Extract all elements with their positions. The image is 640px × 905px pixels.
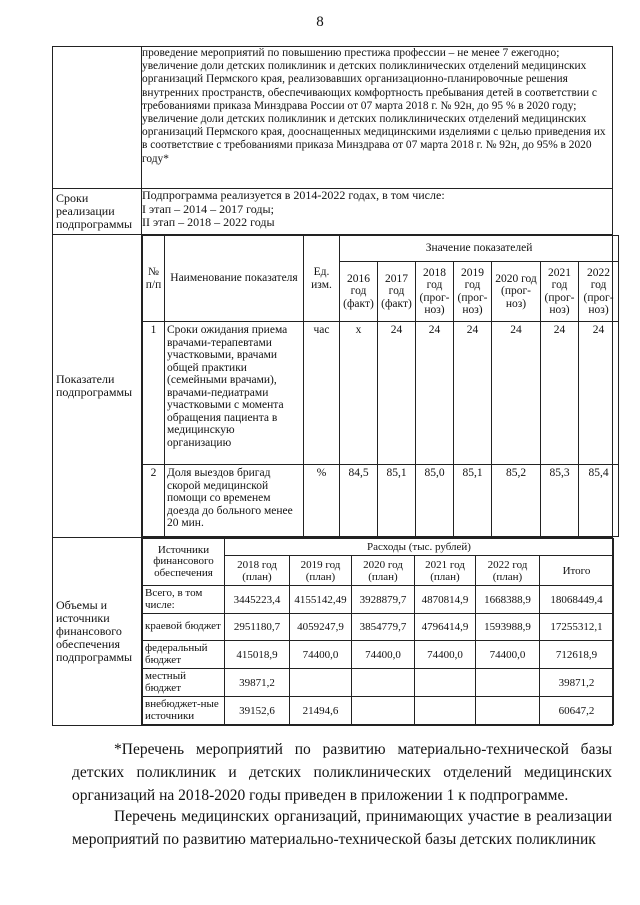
table-row <box>143 586 614 614</box>
finance-cell <box>142 538 613 726</box>
row-name: Доля выездов бригад скорой медицинской помощи со временем доезда до больного менее 20 мин. <box>165 465 304 537</box>
amount-total: 39871,2 <box>540 669 614 697</box>
body-paragraph-block <box>72 805 612 851</box>
amount-total: 712618,9 <box>540 641 614 669</box>
terms-line: II этап – 2018 – 2022 годы <box>142 215 275 229</box>
amount: 74400,0 <box>290 641 352 669</box>
num-header: № п/п <box>143 236 165 322</box>
row-value: 85,4 <box>579 465 619 537</box>
amount: 3854779,7 <box>352 614 415 641</box>
footnote-block <box>72 738 612 807</box>
amount: 4796414,9 <box>415 614 476 641</box>
row-unit: час <box>304 322 340 465</box>
target-line: увеличение доли детских поликлиник и детских поликлинических отделений медицинских организаций Пермского края, дооснащенных медицинскими изделиями с целью приведения их в соответствие с требованиями приказа Минздрава от 07 марта 2018 г. № 92н, до 95% в 2020 году* <box>142 113 606 165</box>
amount <box>352 697 415 725</box>
amount: 3928879,7 <box>352 586 415 614</box>
amount <box>476 697 540 725</box>
amount <box>415 669 476 697</box>
unit-header: Ед. изм. <box>304 236 340 322</box>
amount: 39152,6 <box>225 697 290 725</box>
amount: 39871,2 <box>225 669 290 697</box>
row-value: 24 <box>454 322 492 465</box>
footnote: *Перечень мероприятий по развитию материально-технической базы детских поликлиник и детских поликлинических отделений медицинских организаций на 2018-2020 годы приведен в приложении 1 к подпрограмме. <box>72 741 612 804</box>
terms-line: Подпрограмма реализуется в 2014-2022 годах, в том числе: <box>142 188 445 202</box>
total-header: Итого <box>540 556 614 586</box>
targets-label-cell <box>53 47 142 189</box>
year-header: 2021 год (план) <box>415 556 476 586</box>
row-value: 85,3 <box>541 465 579 537</box>
amount: 74400,0 <box>476 641 540 669</box>
table-row <box>143 614 614 641</box>
year-header: 2022 год (прог-ноз) <box>579 262 619 322</box>
indicators-cell <box>142 235 613 538</box>
body-paragraph: Перечень медицинских организаций, принимающих участие в реализации мероприятий по развитию материально-технической базы детских поликлиник <box>72 808 612 848</box>
finance-row <box>53 538 613 726</box>
indicators-label: Показатели подпрограммы <box>53 235 142 538</box>
year-header: 2022 год (план) <box>476 556 540 586</box>
year-header: 2019 год (план) <box>290 556 352 586</box>
year-header: 2020 год (план) <box>352 556 415 586</box>
table-row <box>143 697 614 725</box>
year-header: 2018 год (прог-ноз) <box>416 262 454 322</box>
row-value: 24 <box>492 322 541 465</box>
amount <box>415 697 476 725</box>
row-unit: % <box>304 465 340 537</box>
amount: 1593988,9 <box>476 614 540 641</box>
source-name: внебюджет-ные источники <box>143 697 225 725</box>
row-value: 24 <box>579 322 619 465</box>
table-row <box>143 322 619 465</box>
amount: 74400,0 <box>352 641 415 669</box>
row-value: 85,0 <box>416 465 454 537</box>
amount: 3445223,4 <box>225 586 290 614</box>
indicators-table <box>142 235 619 537</box>
row-value: 24 <box>541 322 579 465</box>
table-row <box>143 641 614 669</box>
row-value: 24 <box>378 322 416 465</box>
amount: 4870814,9 <box>415 586 476 614</box>
row-num: 2 <box>143 465 165 537</box>
amount: 1668388,9 <box>476 586 540 614</box>
amount-total: 18068449,4 <box>540 586 614 614</box>
table-row <box>143 669 614 697</box>
year-header: 2019 год (прог-ноз) <box>454 262 492 322</box>
finance-label: Объемы и источники финансового обеспечения подпрограммы <box>53 538 142 726</box>
year-header: 2021 год (прог-ноз) <box>541 262 579 322</box>
source-name: Всего, в том числе: <box>143 586 225 614</box>
row-value: 24 <box>416 322 454 465</box>
page-number: 8 <box>316 14 324 30</box>
source-header: Источники финансового обеспечения <box>143 539 225 586</box>
amount <box>476 669 540 697</box>
amount: 21494,6 <box>290 697 352 725</box>
amount: 4059247,9 <box>290 614 352 641</box>
amount-total: 60647,2 <box>540 697 614 725</box>
name-header: Наименование показателя <box>165 236 304 322</box>
target-line: проведение мероприятий по повышению престижа профессии – не менее 7 ежегодно; <box>142 47 560 59</box>
terms-line: I этап – 2014 – 2017 годы; <box>142 201 274 216</box>
finance-table <box>142 538 614 725</box>
indicators-row <box>53 235 613 538</box>
row-value: 85,1 <box>454 465 492 537</box>
targets-text <box>142 47 613 189</box>
year-header: 2016 год (факт) <box>340 262 378 322</box>
amount <box>290 669 352 697</box>
year-header: 2020 год (прог-ноз) <box>492 262 541 322</box>
amount: 2951180,7 <box>225 614 290 641</box>
row-name: Сроки ожидания приема врачами-терапевтами участковыми, врачами общей практики (семейными врачами), врачами-педиатрами участковыми с момента обращения пациента в медицинскую организацию <box>165 322 304 465</box>
terms-text <box>142 189 613 235</box>
row-value: 85,2 <box>492 465 541 537</box>
values-title: Значение показателей <box>340 236 619 262</box>
amount-total: 17255312,1 <box>540 614 614 641</box>
amount: 74400,0 <box>415 641 476 669</box>
amount: 415018,9 <box>225 641 290 669</box>
amount: 4155142,49 <box>290 586 352 614</box>
terms-row <box>53 189 613 235</box>
row-value: 85,1 <box>378 465 416 537</box>
year-header: 2017 год (факт) <box>378 262 416 322</box>
row-value: 84,5 <box>340 465 378 537</box>
passport-table <box>52 46 613 726</box>
target-line: увеличение доли детских поликлиник и детских поликлинических отделений медицинских организаций Пермского края, реализовавших организационно-планировочные решения внутренних пространств, обеспечивающих комфортность пребывания детей в соответствии с требованиями приказа Минздрава России от 07 марта 2018 г. № 92н, до 95 % в 2020 году; <box>142 60 597 112</box>
source-name: краевой бюджет <box>143 614 225 641</box>
row-value: х <box>340 322 378 465</box>
source-name: федеральный бюджет <box>143 641 225 669</box>
targets-row <box>53 47 613 189</box>
terms-label: Сроки реализации подпрограммы <box>53 189 142 235</box>
year-header: 2018 год (план) <box>225 556 290 586</box>
amount <box>352 669 415 697</box>
table-row <box>143 465 619 537</box>
row-num: 1 <box>143 322 165 465</box>
source-name: местный бюджет <box>143 669 225 697</box>
expenses-title: Расходы (тыс. рублей) <box>225 539 614 556</box>
